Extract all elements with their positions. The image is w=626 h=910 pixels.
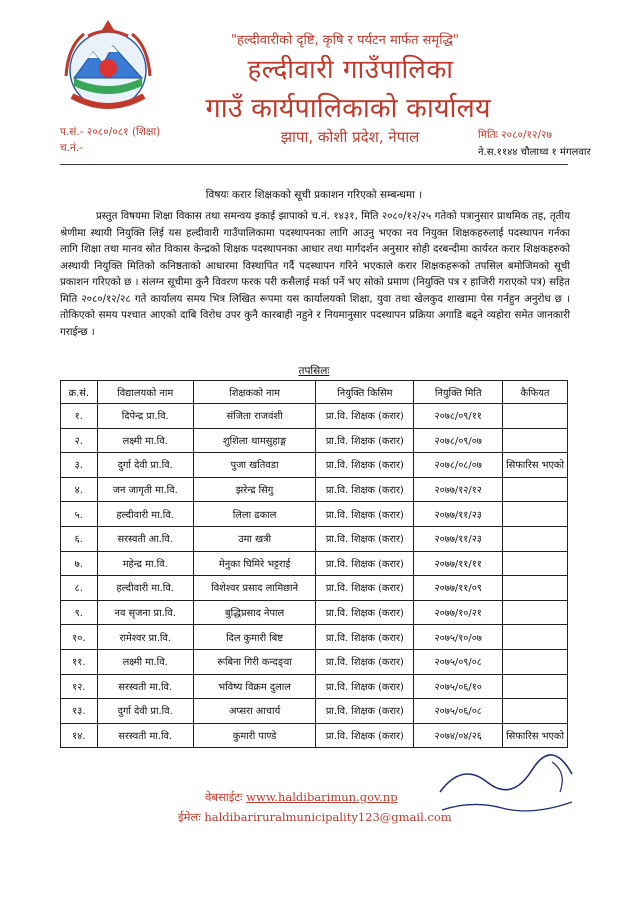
table-cell: अप्सरा आचार्य <box>193 699 316 724</box>
table-cell: १२. <box>61 674 98 699</box>
table-cell: सिफारिस भएको <box>503 723 568 748</box>
table-cell: संजिता राजवंशी <box>193 404 316 429</box>
table-cell: लक्ष्मी मा.वि. <box>97 649 193 674</box>
table-cell: नव सृजना प्रा.वि. <box>97 600 193 625</box>
table-cell: ७. <box>61 551 98 576</box>
table-cell: ८. <box>61 576 98 601</box>
table-row <box>61 526 568 551</box>
table-cell: लक्ष्मी मा.वि. <box>97 428 193 453</box>
table-cell <box>503 576 568 601</box>
table-cell: प्रा.वि. शिक्षक (करार) <box>316 600 414 625</box>
table-row <box>61 576 568 601</box>
table-cell: २०७५/०९/०८ <box>414 649 503 674</box>
table-cell: हल्दीवारी मा.वि. <box>97 576 193 601</box>
table-cell: २०७५/०६/१० <box>414 674 503 699</box>
table-cell: २०७७/१०/२१ <box>414 600 503 625</box>
table-cell: २०७७/११/२३ <box>414 502 503 527</box>
officer-signature <box>432 752 582 842</box>
table-row <box>61 600 568 625</box>
table-cell: दिल कुमारी बिष्ट <box>193 625 316 650</box>
column-header: शिक्षकको नाम <box>193 381 316 404</box>
municipality-slogan: "हल्दीवारीको दृष्टि, कृषि र पर्यटन मार्फत समृद्धि" <box>231 33 459 48</box>
email-link[interactable]: haldibariruralmunicipality123@gmail.com <box>204 810 452 824</box>
table-cell: सरस्वती आ.वि. <box>97 526 193 551</box>
table-cell: २०७७/११/२३ <box>414 526 503 551</box>
table-cell: ६. <box>61 526 98 551</box>
nepal-sambat-date: ने.स.११४४ चौलाथ्व १ मंगलवार <box>478 147 591 158</box>
table-cell <box>503 404 568 429</box>
table-cell: २०७७/११/०९ <box>414 576 503 601</box>
table-cell: २०७८/०८/०७ <box>414 453 503 478</box>
column-header: क्र.सं. <box>61 381 98 404</box>
table-cell: १४. <box>61 723 98 748</box>
table-row <box>61 551 568 576</box>
table-cell: २०७८/०९/११ <box>414 404 503 429</box>
table-cell <box>503 502 568 527</box>
table-cell: रूबिना गिरी कन्दङ्वा <box>193 649 316 674</box>
table-cell: कुमारी पाण्डे <box>193 723 316 748</box>
table-cell: दिपेन्द्र प्रा.वि. <box>97 404 193 429</box>
website-link[interactable]: www.haldibarimun.gov.np <box>246 790 398 804</box>
table-row <box>61 453 568 478</box>
table-cell: प्रा.वि. शिक्षक (करार) <box>316 699 414 724</box>
table-cell: प्रा.वि. शिक्षक (करार) <box>316 625 414 650</box>
table-cell: रामेश्वर प्रा.वि. <box>97 625 193 650</box>
municipality-emblem <box>58 16 158 116</box>
table-cell: २०७५/१०/०७ <box>414 625 503 650</box>
table-cell: २०७५/०६/०८ <box>414 699 503 724</box>
table-cell: २. <box>61 428 98 453</box>
table-cell: सरस्वती मा.वि. <box>97 674 193 699</box>
table-cell: दुर्गा देवी प्रा.वि. <box>97 453 193 478</box>
table-row <box>61 699 568 724</box>
dispatch-number: च.नं.- <box>60 142 83 154</box>
column-header: नियुक्ति मिति <box>414 381 503 404</box>
letter-subject: विषयः करार शिक्षकको सूची प्रकाशन गरिएको सम्बन्धमा । <box>205 189 423 201</box>
table-cell: हल्दीवारी मा.वि. <box>97 502 193 527</box>
office-address: झापा, कोशी प्रदेश, नेपाल <box>280 128 420 146</box>
table-cell: प्रा.वि. शिक्षक (करार) <box>316 526 414 551</box>
email-label: ईमेलः <box>178 810 201 824</box>
table-cell: २०७४/०४/२६ <box>414 723 503 748</box>
table-row <box>61 649 568 674</box>
table-row <box>61 723 568 748</box>
table-caption: तपसिलः <box>298 365 330 377</box>
table-cell: विशेश्वर प्रसाद लामिछाने <box>193 576 316 601</box>
table-cell: दुर्गा देवी प्रा.वि. <box>97 699 193 724</box>
table-cell <box>503 674 568 699</box>
header-divider <box>60 164 568 165</box>
table-cell <box>503 551 568 576</box>
table-row <box>61 428 568 453</box>
table-row <box>61 404 568 429</box>
table-cell: झरेन्द्र सिगु <box>193 477 316 502</box>
table-cell: प्रा.वि. शिक्षक (करार) <box>316 674 414 699</box>
table-cell <box>503 526 568 551</box>
table-cell: सिफारिस भएको <box>503 453 568 478</box>
table-cell <box>503 428 568 453</box>
municipality-name: हल्दीवारी गाउँपालिका <box>247 55 454 85</box>
letter-date: मितिः २०८०/१२/२७ <box>478 129 552 141</box>
table-cell: ३. <box>61 453 98 478</box>
footer-email <box>178 810 452 825</box>
table-cell <box>503 649 568 674</box>
table-cell: २०७८/०९/०७ <box>414 428 503 453</box>
table-cell: प्रा.वि. शिक्षक (करार) <box>316 502 414 527</box>
table-cell: शुशिला थामसुहाङ्ग <box>193 428 316 453</box>
reference-number: प.सं.- २०८०/०८१ (शिक्षा) <box>60 126 161 138</box>
table-cell <box>503 699 568 724</box>
table-cell: उमा खत्री <box>193 526 316 551</box>
table-row <box>61 477 568 502</box>
table-cell: पुजा खतिवडा <box>193 453 316 478</box>
table-cell: बुद्धिप्रसाद नेपाल <box>193 600 316 625</box>
column-header: कैफियत <box>503 381 568 404</box>
table-cell: प्रा.वि. शिक्षक (करार) <box>316 576 414 601</box>
table-cell: ४. <box>61 477 98 502</box>
column-header: नियुक्ति किसिम <box>316 381 414 404</box>
website-label: वेबसाईटः <box>205 790 243 804</box>
table-cell <box>503 625 568 650</box>
column-header: विद्यालयको नाम <box>97 381 193 404</box>
table-cell: प्रा.वि. शिक्षक (करार) <box>316 404 414 429</box>
table-cell: २०७७/११/११ <box>414 551 503 576</box>
table-row <box>61 502 568 527</box>
table-cell: १३. <box>61 699 98 724</box>
table-row <box>61 674 568 699</box>
table-cell: प्रा.वि. शिक्षक (करार) <box>316 453 414 478</box>
teacher-list-table <box>60 380 568 748</box>
table-cell: ११. <box>61 649 98 674</box>
table-header-row <box>61 381 568 404</box>
table-cell: भविष्य विक्रम दुलाल <box>193 674 316 699</box>
table-cell: ९. <box>61 600 98 625</box>
table-cell: १०. <box>61 625 98 650</box>
table-cell: जन जागृती मा.वि. <box>97 477 193 502</box>
table-cell: सरस्वती मा.वि. <box>97 723 193 748</box>
table-cell: महेन्द्र मा.वि. <box>97 551 193 576</box>
table-cell: मेनुका घिमिरे भट्टराई <box>193 551 316 576</box>
table-cell <box>503 477 568 502</box>
table-cell: ५. <box>61 502 98 527</box>
table-row <box>61 625 568 650</box>
table-cell: प्रा.वि. शिक्षक (करार) <box>316 551 414 576</box>
table-cell: प्रा.वि. शिक्षक (करार) <box>316 723 414 748</box>
office-name: गाउँ कार्यपालिकाको कार्यालय <box>205 93 491 124</box>
table-cell: लिला ढकाल <box>193 502 316 527</box>
table-cell: प्रा.वि. शिक्षक (करार) <box>316 649 414 674</box>
table-cell <box>503 600 568 625</box>
table-cell: २०७७/१२/१२ <box>414 477 503 502</box>
letter-body: प्रस्तुत विषयमा शिक्षा विकास तथा समन्वय इकाई झापाको च.नं. १४३१, मिति २०८०/१२/२५ गतेको पत्रानुसार प्राथमिक तह, तृतीय श्रेणीमा स्थायी नियुक्ति लिई यस हल्दीवारी गाउँपालिकामा पदस्थापनका लागि आउनु भएका नव नियुक्त शिक्षकहरुलाई पदस्थापन गर्नका लागि शिक्षा तथा मानव स्रोत विकास केन्द्रको शिक्षक पदस्थापनका आधार तथा मार्गदर्शन अनुसार सोही दरबन्दीमा कार्यरत करार शिक्षकहरुको अस्थायी नियुक्ति मितिको कनिष्ठताको आधारमा विस्थापित गर्दै पदस्थापन गरिने भएकाले करार शिक्षकहरूको तपसिल बमोजिमको सूची प्रकाशन गरिएको छ । संलग्न सूचीमा कुनै विवरण फरक परी कसैलाई मर्का पर्ने भए सोको प्रमाण (नियुक्ति पत्र र हाजिरी गराएको पत्र) सहित मिति २०८०/१२/२८ गते कार्यालय समय भित्र लिखित रूपमा यस कार्यालयको शिक्षा, युवा तथा खेलकुद शाखामा पेस गर्नहुन अनुरोध छ । तोकिएको समय पश्चात आएको दाबि विरोध उपर कुनै कारबाही नहुने र नियमानुसार पदस्थापन प्रक्रिया अगाडि बढ्ने व्यहोरा समेत जानकारी गराईन्छ । <box>60 211 570 338</box>
table-cell: प्रा.वि. शिक्षक (करार) <box>316 428 414 453</box>
table-cell: प्रा.वि. शिक्षक (करार) <box>316 477 414 502</box>
table-cell: १. <box>61 404 98 429</box>
footer-website <box>205 790 398 805</box>
